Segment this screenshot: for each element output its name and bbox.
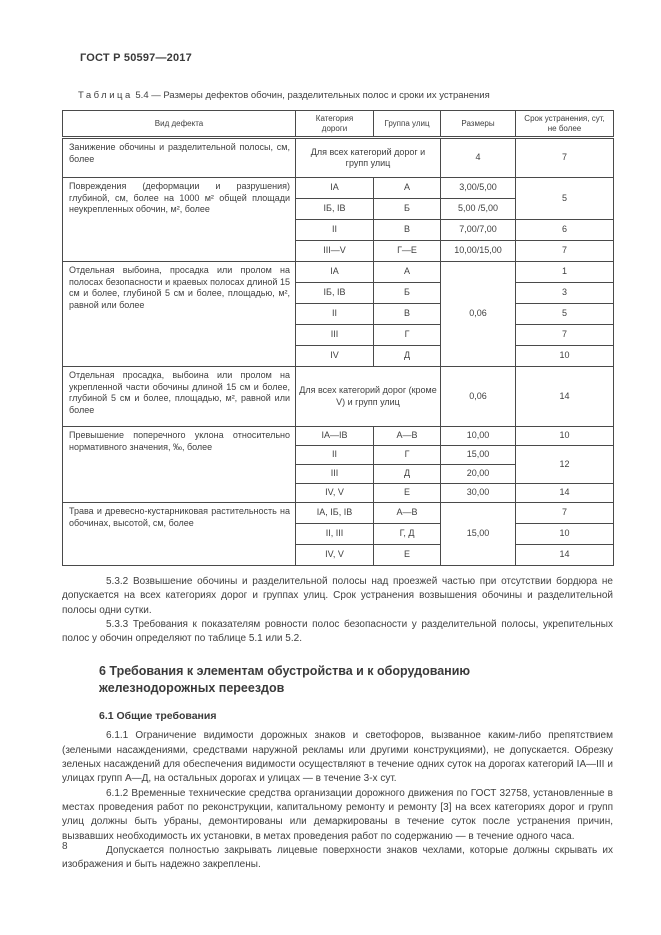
street-group-cell: В <box>374 304 441 325</box>
road-category-cell: IV <box>296 346 374 367</box>
street-group-cell: Г, Д <box>374 524 441 545</box>
term-value-cell: 1 <box>516 262 614 283</box>
paragraph-covers: Допускается полностью закрывать лицевые поверхности знаков чехлами, которые должны скрывать их изображения и быть надежно закреплены. <box>62 844 613 871</box>
table-row <box>63 503 614 524</box>
size-value-cell: 7,00/7,00 <box>441 220 516 241</box>
term-value-cell: 5 <box>516 304 614 325</box>
size-value-cell: 10,00/15,00 <box>441 241 516 262</box>
road-category-cell: IБ, IВ <box>296 283 374 304</box>
table-caption-text: 5.4 — Размеры дефектов обочин, разделительных полос и сроки их устранения <box>135 90 490 101</box>
term-value-cell: 5 <box>516 178 614 220</box>
road-category-cell: IV, V <box>296 484 374 503</box>
size-value-cell: 15,00 <box>441 446 516 465</box>
road-category-cell: IА—IВ <box>296 427 374 446</box>
street-group-cell: Е <box>374 484 441 503</box>
road-category-cell: III <box>296 325 374 346</box>
paragraph-5-3-2: 5.3.2 Возвышение обочины и разделительной полосы над проезжей частью при отсутствии бордюра не допускается на всех категориях дорог и группах улиц. Срок устранения возвышения обочины и разделительной полосы одни сутки. <box>62 576 613 616</box>
scope-cell: Для всех категорий дорог (кроме V) и групп улиц <box>296 367 441 427</box>
street-group-cell: Г <box>374 446 441 465</box>
size-value-cell: 15,00 <box>441 503 516 566</box>
column-header-term: Срок устранения, сут, не более <box>516 111 614 138</box>
size-value-cell: 10,00 <box>441 427 516 446</box>
term-value-cell: 7 <box>516 138 614 178</box>
street-group-cell: Д <box>374 346 441 367</box>
street-group-cell: А <box>374 262 441 283</box>
road-category-cell: III—V <box>296 241 374 262</box>
size-value-cell: 30,00 <box>441 484 516 503</box>
table-caption <box>78 90 613 101</box>
document-code: ГОСТ Р 50597—2017 <box>80 52 192 64</box>
table-row <box>63 427 614 446</box>
defect-description-cell: Отдельная просадка, выбоина или пролом на укрепленной части обочины длиной 15 см и более, глубиной 5 см и более, площадью, м², равной или более <box>63 367 296 427</box>
subsection-heading-6-1: 6.1 Общие требования <box>99 710 217 723</box>
road-category-cell: II <box>296 304 374 325</box>
column-header-defect: Вид дефекта <box>63 111 296 138</box>
table-caption-word: Таблица <box>78 90 133 101</box>
term-value-cell: 10 <box>516 427 614 446</box>
road-category-cell: IА <box>296 262 374 283</box>
street-group-cell: А <box>374 178 441 199</box>
road-category-cell: II <box>296 220 374 241</box>
term-value-cell: 14 <box>516 484 614 503</box>
paragraph-6-1-2: 6.1.2 Временные технические средства организации дорожного движения по ГОСТ 32758, установленные в местах проведения работ по реконструкции, капитальному ремонту и ремонту [3] на всех категориях дорог и групп улиц должны быть убраны, демонтированы или демаркированы в течение суток после устранения причин, вызвавших необходимость их установки, в метах проведения работ по содержанию — в течение одного часа. <box>62 787 613 842</box>
road-category-cell: IА <box>296 178 374 199</box>
table-header-row <box>63 111 614 138</box>
road-category-cell: II, III <box>296 524 374 545</box>
street-group-cell: В <box>374 220 441 241</box>
defect-description-cell: Отдельная выбоина, просадка или пролом на полосах безопасности и краевых полосах длиной 15 см и более, глубиной 5 см и более, площадью, м², равной или более <box>63 262 296 367</box>
size-value-cell: 5,00 /5,00 <box>441 199 516 220</box>
term-value-cell: 10 <box>516 346 614 367</box>
road-category-cell: III <box>296 465 374 484</box>
defect-description-cell: Превышение поперечного уклона относительно нормативного значения, ‰, более <box>63 427 296 503</box>
defect-description-cell: Занижение обочины и разделительной полосы, см, более <box>63 138 296 178</box>
defect-description-cell: Повреждения (деформации и разрушения) глубиной, см, более на 1000 м² общей площади неукрепленных обочин, м², более <box>63 178 296 262</box>
term-value-cell: 6 <box>516 220 614 241</box>
page-number: 8 <box>62 841 68 852</box>
term-value-cell: 12 <box>516 446 614 484</box>
term-value-cell: 3 <box>516 283 614 304</box>
table-row <box>63 138 614 178</box>
term-value-cell: 7 <box>516 503 614 524</box>
term-value-cell: 14 <box>516 367 614 427</box>
scope-cell: Для всех категорий дорог и групп улиц <box>296 138 441 178</box>
street-group-cell: Б <box>374 283 441 304</box>
defects-table <box>62 110 614 566</box>
table-row <box>63 262 614 283</box>
road-category-cell: IБ, IВ <box>296 199 374 220</box>
column-header-size: Размеры <box>441 111 516 138</box>
defect-description-cell: Трава и древесно-кустарниковая растительность на обочинах, высотой, см, более <box>63 503 296 566</box>
body-text <box>62 575 613 872</box>
street-group-cell: Г—Е <box>374 241 441 262</box>
section-heading-6: 6 Требования к элементам обустройства и к оборудованию железнодорожных переездов <box>99 664 471 696</box>
street-group-cell: Б <box>374 199 441 220</box>
size-value-cell: 4 <box>441 138 516 178</box>
size-value-cell: 0,06 <box>441 262 516 367</box>
street-group-cell: А—В <box>374 427 441 446</box>
street-group-cell: Е <box>374 545 441 566</box>
paragraph-6-1-1: 6.1.1 Ограничение видимости дорожных знаков и светофоров, вызванное каким-либо препятствием (зелеными насаждениями, средствами наружной рекламы или другими конструкциями), не допускается. Обрезку зеленых насаждений для обеспечения видимости осуществляют в течение одних суток на дорогах категорий IА—III и улицах групп А—Д, на остальных дорогах и улицах — в течение 3-х сут. <box>62 730 613 785</box>
street-group-cell: Г <box>374 325 441 346</box>
size-value-cell: 0,06 <box>441 367 516 427</box>
road-category-cell: II <box>296 446 374 465</box>
paragraph-5-3-3: 5.3.3 Требования к показателям ровности полос безопасности у разделительной полосы, укрепительных полос у обочин определяют по таблице 5.1 или 5.2. <box>62 618 613 645</box>
column-header-category: Категория дороги <box>296 111 374 138</box>
street-group-cell: А—В <box>374 503 441 524</box>
page-content <box>62 0 613 872</box>
table-row <box>63 178 614 199</box>
size-value-cell: 20,00 <box>441 465 516 484</box>
term-value-cell: 10 <box>516 524 614 545</box>
column-header-group: Группа улиц <box>374 111 441 138</box>
road-category-cell: IА, IБ, IВ <box>296 503 374 524</box>
street-group-cell: Д <box>374 465 441 484</box>
term-value-cell: 7 <box>516 325 614 346</box>
term-value-cell: 7 <box>516 241 614 262</box>
table-row <box>63 367 614 427</box>
size-value-cell: 3,00/5,00 <box>441 178 516 199</box>
road-category-cell: IV, V <box>296 545 374 566</box>
term-value-cell: 14 <box>516 545 614 566</box>
